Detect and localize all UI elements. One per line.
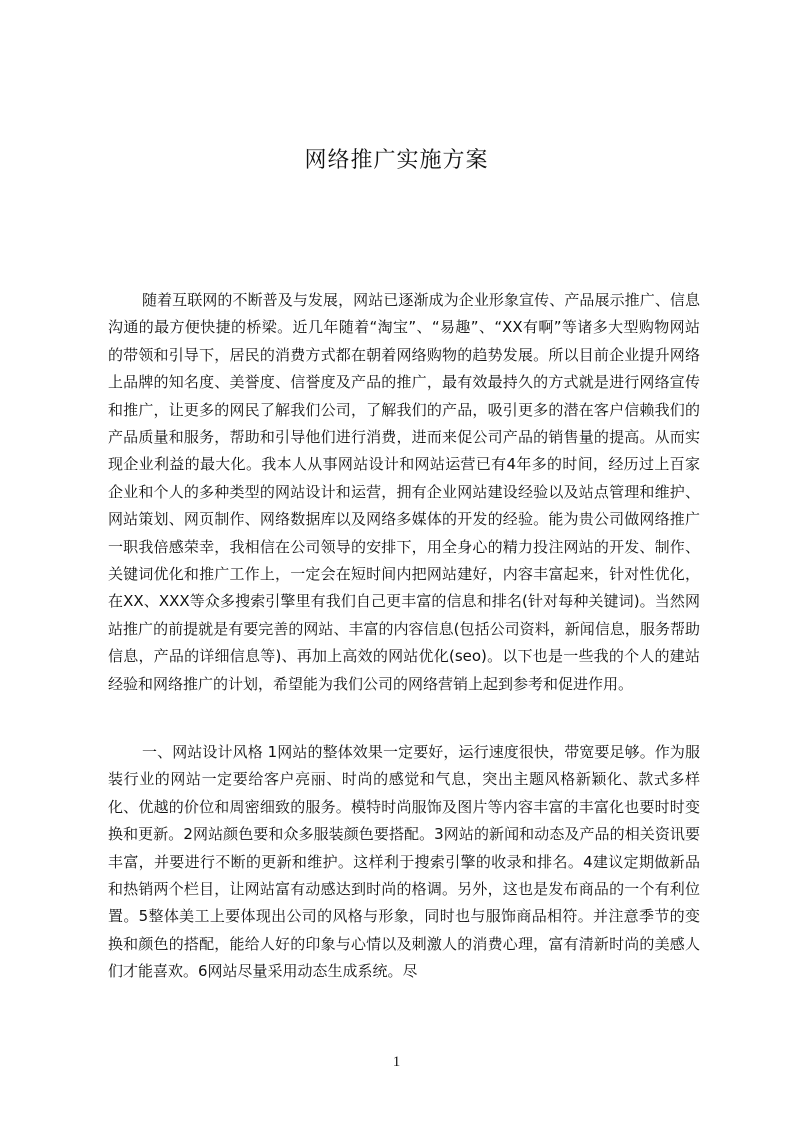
document-title: 网络推广实施方案 [304,148,489,173]
page-number: 1 [392,1054,401,1070]
body-paragraph-intro: 随着互联网的不断普及与发展，网站已逐渐成为企业形象宣传、产品展示推广、信息沟通的最方便快捷的桥梁。近几年随着“淘宝”、“易趣”、“XX有啊”等诸多大型购物网站的带领和引导下，居民的消费方式都在朝着网络购物的趋势发展。所以目前企业提升网络上品牌的知名度、美誉度、信誉度及产品的推广，最有效最持久的方式就是进行网络宣传和推广，让更多的网民了解我们公司，了解我们的产品，吸引更多的潜在客户信赖我们的产品质量和服务，帮助和引导他们进行消费，进而来促公司产品的销售量的提高。从而实现企业利益的最大化。我本人从事网站设计和网站运营已有4年多的时间，经历过上百家企业和个人的多种类型的网站设计和运营，拥有企业网站建设经验以及站点管理和维护、网站策划、网页制作、网络数据库以及网络多媒体的开发的经验。能为贵公司做网络推广一职我倍感荣幸，我相信在公司领导的安排下，用全身心的精力投注网站的开发、制作、关键词优化和推广工作上，一定会在短时间内把网站建好，内容丰富起来，针对性优化，在XX、XXX等众多搜索引擎里有我们自己更丰富的信息和排名(针对每种关键词)。当然网站推广的前提就是有要完善的网站、丰富的内容信息(包括公司资料，新闻信息，服务帮助信息，产品的详细信息等)、再加上高效的网站优化(seo)。以下也是一些我的个人的建站经验和网络推广的计划，希望能为我们公司的网络营销上起到参考和促进作用。 [108,291,700,693]
body-paragraph-design-style: 一、网站设计风格 1网站的整体效果一定要好，运行速度很快，带宽要足够。作为服装行业的网站一定要给客户亮丽、时尚的感觉和气息，突出主题风格新颖化、款式多样化、优越的价位和周密细致的服务。模特时尚服饰及图片等内容丰富的丰富化也要时时变换和更新。2网站颜色要和众多服装颜色要搭配。3网站的新闻和动态及产品的相关资讯要丰富，并要进行不断的更新和维护。这样利于搜索引擎的收录和排名。4建议定期做新品和热销两个栏目，让网站富有动感达到时尚的格调。另外，这也是发布商品的一个有利位置。5整体美工上要体现出公司的风格与形象，同时也与服饰商品相符。并注意季节的变换和颜色的搭配，能给人好的印象与心情以及刺激人的消费心理，富有清新时尚的美感人们才能喜欢。6网站尽量采用动态生成系统。尽 [108,743,700,981]
